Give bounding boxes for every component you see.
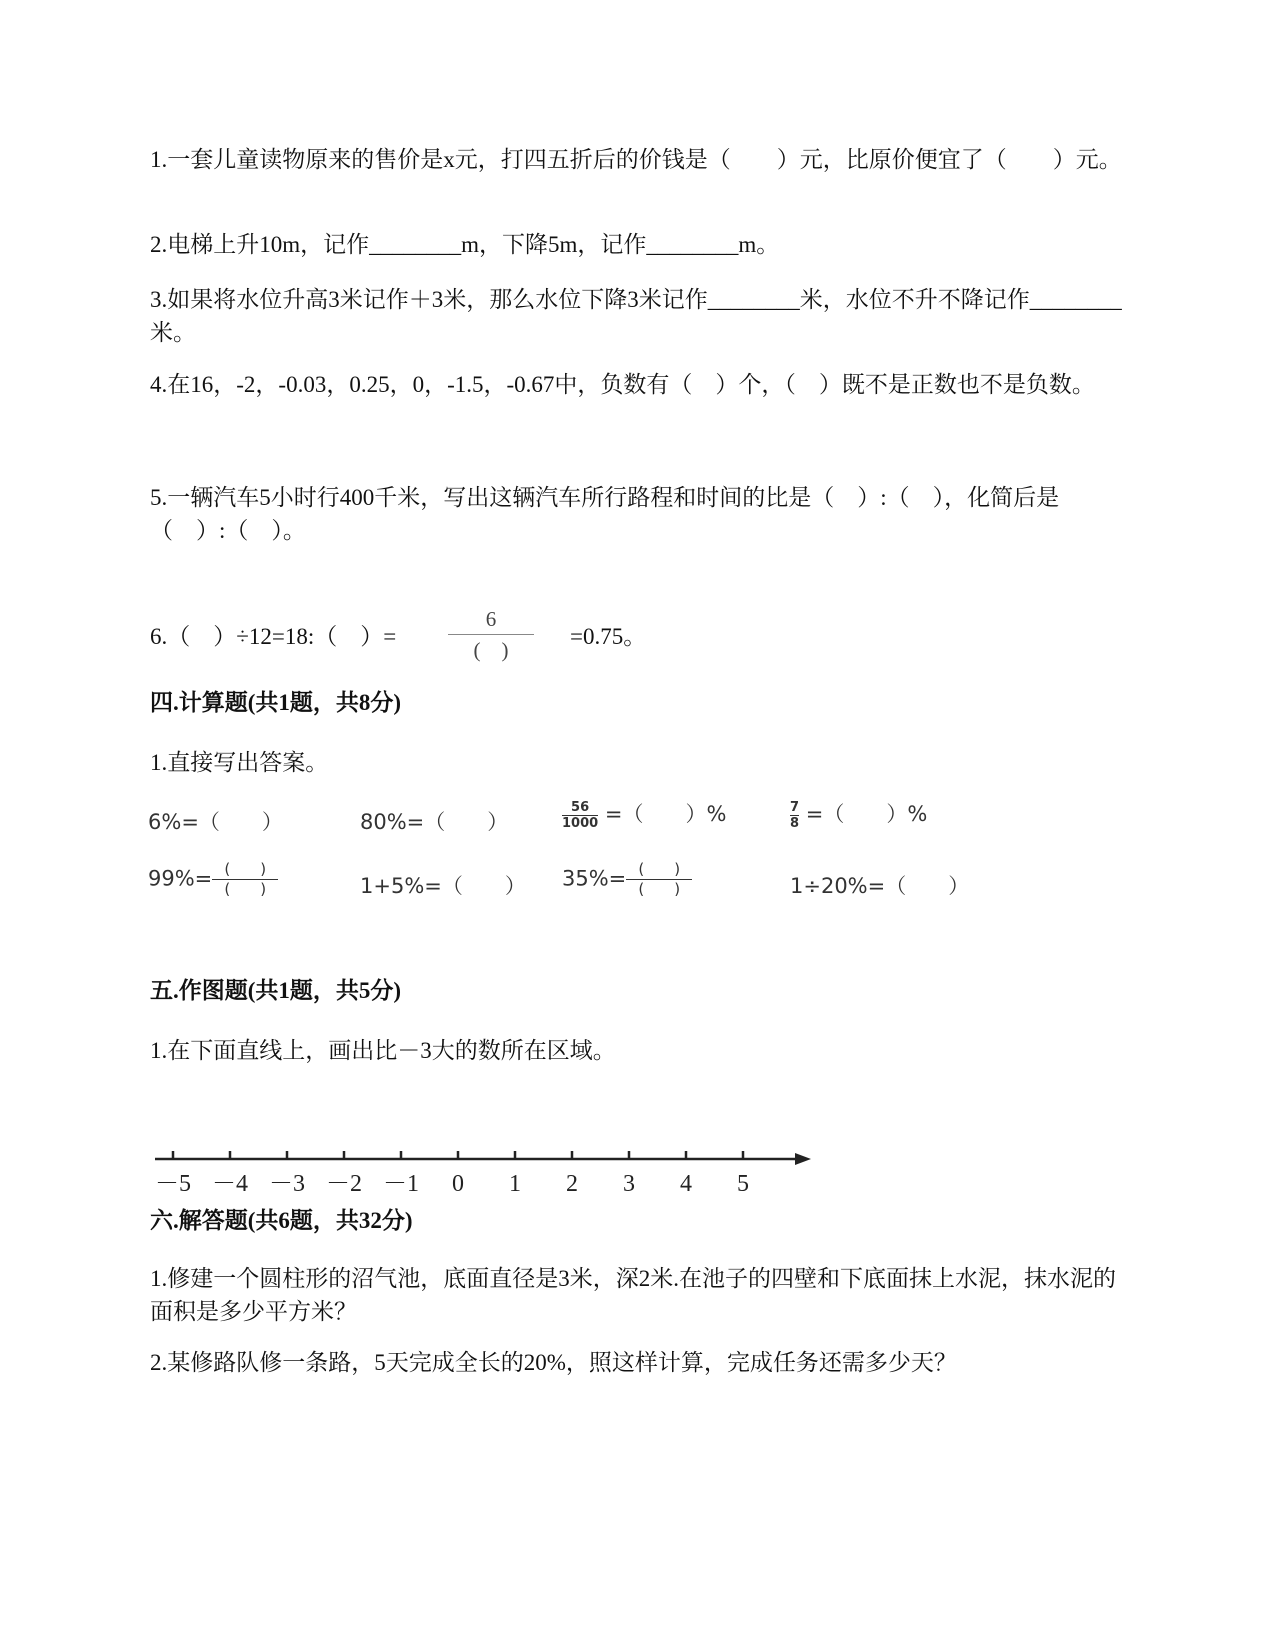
fraction-denominator: ( ) [224, 880, 267, 898]
question-2: 2.电梯上升10m，记作________m，下降5m，记作________m。 [150, 232, 780, 257]
calc-item-b: 80%=（ ） [360, 810, 509, 834]
question-6-left: 6.（ ）÷12=18:（ ）= [150, 624, 397, 649]
number-line-label: 3 [623, 1171, 635, 1197]
question-6-fraction [448, 606, 534, 663]
calc-item-e-fraction [212, 862, 278, 897]
question-6-right: =0.75。 [570, 624, 647, 649]
number-line-label: －2 [326, 1171, 362, 1197]
calc-item-d-tail: =（ ）% [805, 802, 928, 826]
number-line-label: －4 [212, 1171, 248, 1197]
fraction-denominator: ( ) [638, 880, 681, 898]
calc-item-c [562, 798, 726, 831]
section-5-title: 五.作图题(共1题，共5分) [150, 978, 402, 1003]
question-4: 4.在16，-2，-0.03，0.25，0，-1.5，-0.67中，负数有（ ）个，（ ）既不是正数也不是负数。 [150, 372, 1095, 397]
number-line-label: －3 [269, 1171, 305, 1197]
question-5: 5.一辆汽车5小时行400千米，写出这辆汽车所行路程和时间的比是（ ）:（ ），化简后是（ ）:（ ）。 [150, 485, 1060, 543]
calc-item-d-fraction [790, 800, 799, 831]
calc-item-h: 1÷20%=（ ） [790, 874, 970, 898]
fraction-denominator: 8 [790, 815, 800, 831]
section-6-question-2: 2.某修路队修一条路，5天完成全长的20%，照这样计算，完成任务还需多少天？ [150, 1350, 957, 1375]
fraction-numerator: ( ) [638, 860, 681, 878]
fraction-numerator: 7 [790, 799, 800, 815]
calc-item-c-tail: =（ ）% [604, 802, 727, 826]
number-line [155, 1145, 855, 1205]
fraction-numerator: ( ) [224, 860, 267, 878]
calc-item-d [790, 798, 927, 831]
number-line-arrow [795, 1153, 811, 1165]
question-3: 3.如果将水位升高3米记作＋3米，那么水位下降3米记作________米，水位不升不降记作________米。 [150, 287, 1122, 345]
calc-item-e [148, 862, 278, 897]
section-6-title: 六.解答题(共6题，共32分) [150, 1208, 413, 1233]
fraction-numerator: 6 [485, 607, 497, 631]
calc-item-g [562, 862, 692, 897]
question-1: 1.一套儿童读物原来的售价是x元，打四五折后的价钱是（ ）元，比原价便宜了（ ）元。 [150, 147, 1122, 172]
number-line-label: 4 [680, 1171, 692, 1197]
number-line-label: 1 [509, 1171, 521, 1197]
section-6-question-1: 1.修建一个圆柱形的沼气池，底面直径是3米，深2米.在池子的四壁和下底面抹上水泥，抹水泥的面积是多少平方米？ [150, 1266, 1116, 1324]
number-line-label: 5 [737, 1171, 749, 1197]
calc-item-g-fraction [626, 862, 692, 897]
fraction-numerator: 56 [571, 799, 590, 815]
number-line-label: －1 [383, 1171, 419, 1197]
calc-item-c-fraction [562, 800, 598, 831]
fraction-denominator: ( ) [473, 638, 509, 662]
section-4-question-1: 1.直接写出答案。 [150, 750, 329, 775]
section-4-title: 四.计算题(共1题，共8分) [150, 690, 402, 715]
number-line-label: 2 [566, 1171, 578, 1197]
calc-item-g-label: 35%= [562, 866, 627, 891]
calc-item-e-label: 99%= [148, 866, 213, 891]
fraction-denominator: 1000 [562, 815, 599, 831]
section-5-question-1: 1.在下面直线上，画出比－3大的数所在区域。 [150, 1038, 616, 1063]
number-line-label: －5 [155, 1171, 191, 1197]
calc-item-a: 6%=（ ） [148, 810, 283, 834]
number-line-label: 0 [452, 1171, 464, 1197]
calc-item-f: 1+5%=（ ） [360, 874, 526, 898]
fraction-bar [448, 634, 534, 635]
